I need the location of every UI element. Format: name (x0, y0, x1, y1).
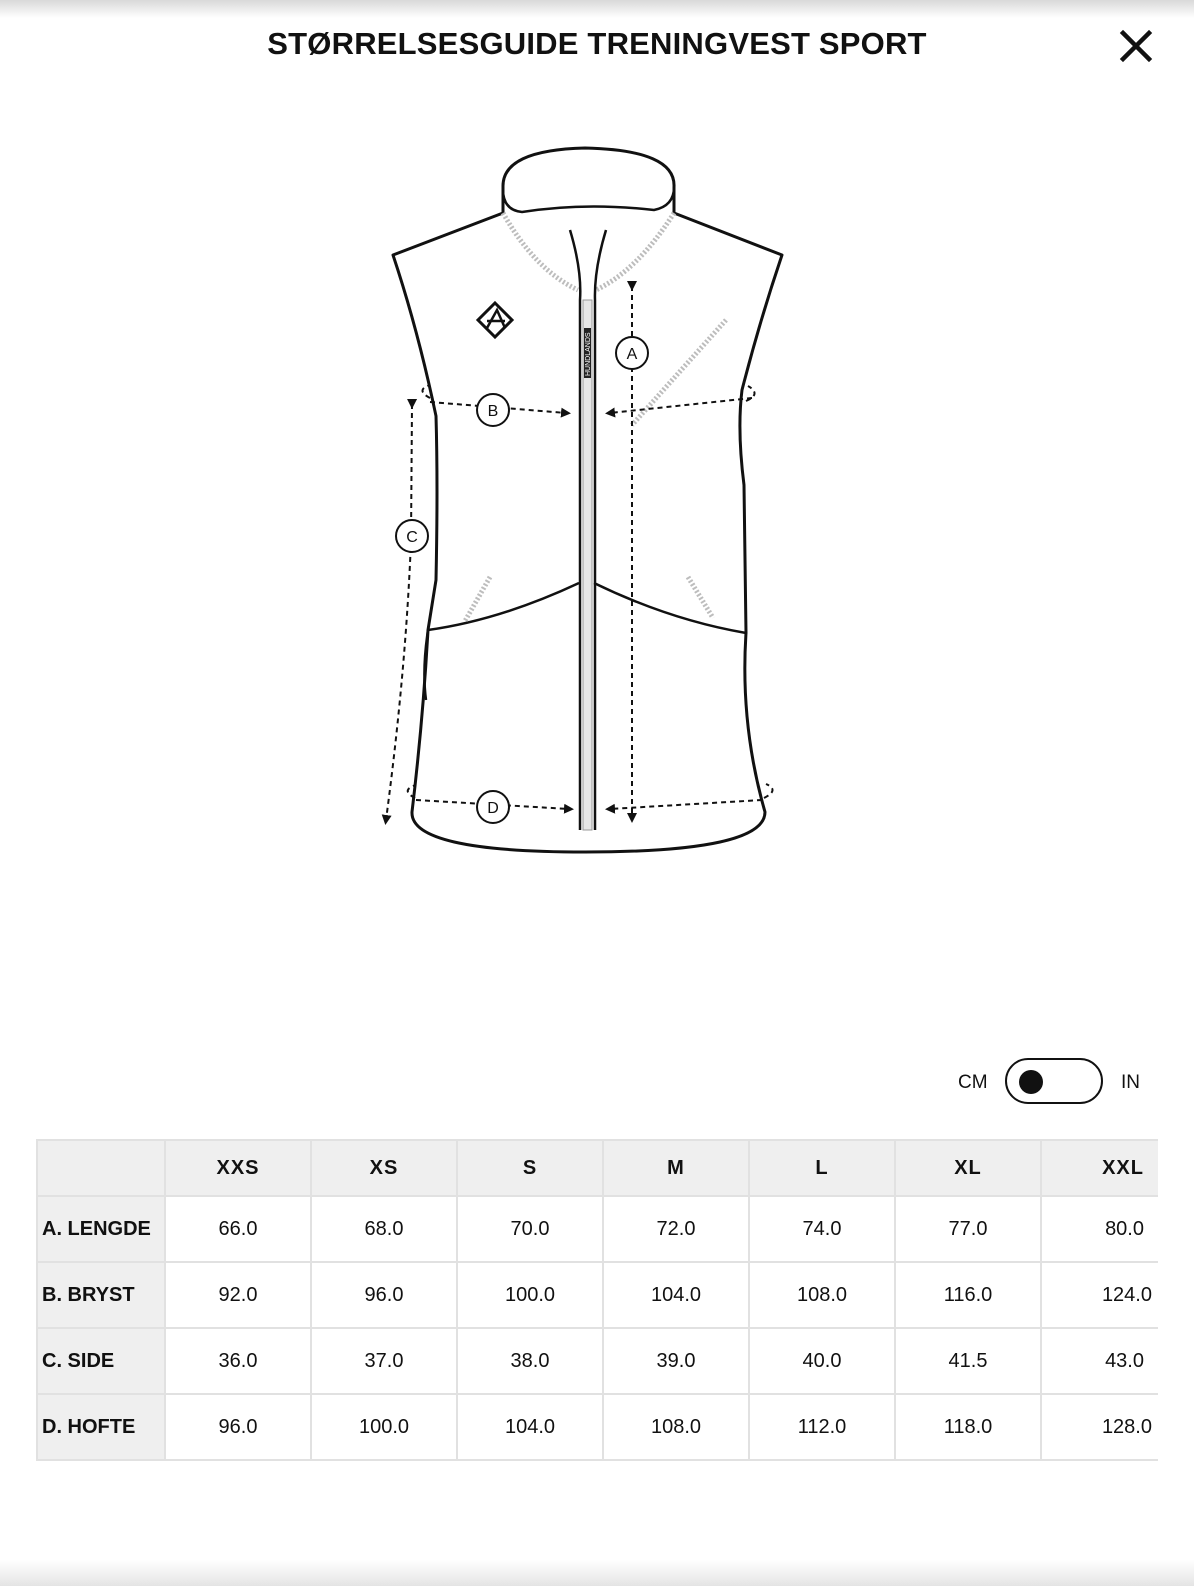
size-header-xl: XL (895, 1140, 1041, 1196)
bottom-shade (0, 1560, 1194, 1586)
table-cell: 118.0 (895, 1394, 1041, 1460)
page-title: STØRRELSESGUIDE TRENINGVEST SPORT (267, 26, 927, 61)
table-cell: 74.0 (749, 1196, 895, 1262)
table-row (37, 1262, 1158, 1328)
close-button[interactable] (1118, 28, 1154, 64)
row-label-bryst: B. BRYST (37, 1262, 165, 1328)
table-cell: 108.0 (603, 1394, 749, 1460)
table-cell: 112.0 (749, 1394, 895, 1460)
brand-text: HUNDLANDS (585, 332, 592, 376)
table-cell: 37.0 (311, 1328, 457, 1394)
unit-cm-label[interactable]: CM (958, 1072, 988, 1093)
table-row (37, 1328, 1158, 1394)
size-header-s: S (457, 1140, 603, 1196)
measure-label-d: D (487, 800, 499, 817)
table-cell: 38.0 (457, 1328, 603, 1394)
vest-diagram (370, 140, 800, 860)
table-cell: 68.0 (311, 1196, 457, 1262)
table-cell: 66.0 (165, 1196, 311, 1262)
table-cell: 96.0 (165, 1394, 311, 1460)
table-cell: 80.0 (1041, 1196, 1158, 1262)
table-cell: 104.0 (603, 1262, 749, 1328)
measure-label-b: B (487, 403, 499, 420)
row-label-side: C. SIDE (37, 1328, 165, 1394)
top-shade (0, 0, 1194, 18)
table-corner (37, 1140, 165, 1196)
size-header-row (37, 1140, 1158, 1196)
table-cell: 104.0 (457, 1394, 603, 1460)
table-row (37, 1394, 1158, 1460)
table-cell: 41.5 (895, 1328, 1041, 1394)
table-row (37, 1196, 1158, 1262)
size-header-xxl: XXL (1041, 1140, 1158, 1196)
table-cell: 100.0 (457, 1262, 603, 1328)
table-cell: 124.0 (1041, 1262, 1158, 1328)
table-cell: 96.0 (311, 1262, 457, 1328)
table-cell: 39.0 (603, 1328, 749, 1394)
unit-switch[interactable] (1005, 1058, 1103, 1104)
size-header-l: L (749, 1140, 895, 1196)
size-header-xxs: XXS (165, 1140, 311, 1196)
table-cell: 77.0 (895, 1196, 1041, 1262)
table-cell: 43.0 (1041, 1328, 1158, 1394)
table-cell: 92.0 (165, 1262, 311, 1328)
table-cell: 70.0 (457, 1196, 603, 1262)
table-cell: 100.0 (311, 1394, 457, 1460)
table-cell: 108.0 (749, 1262, 895, 1328)
row-label-lengde: A. LENGDE (37, 1196, 165, 1262)
unit-in-label[interactable]: IN (1121, 1072, 1140, 1093)
table-cell: 128.0 (1041, 1394, 1158, 1460)
switch-knob (1019, 1070, 1043, 1094)
table-cell: 40.0 (749, 1328, 895, 1394)
table-cell: 116.0 (895, 1262, 1041, 1328)
size-header-xs: XS (311, 1140, 457, 1196)
measure-label-c: C (406, 529, 418, 546)
table-cell: 72.0 (603, 1196, 749, 1262)
size-table-container (36, 1139, 1158, 1461)
size-header-m: M (603, 1140, 749, 1196)
unit-toggle (955, 1058, 1155, 1108)
row-label-hofte: D. HOFTE (37, 1394, 165, 1460)
table-cell: 36.0 (165, 1328, 311, 1394)
measure-label-a: A (626, 346, 638, 363)
close-icon (1118, 28, 1154, 64)
size-table (36, 1139, 1158, 1461)
